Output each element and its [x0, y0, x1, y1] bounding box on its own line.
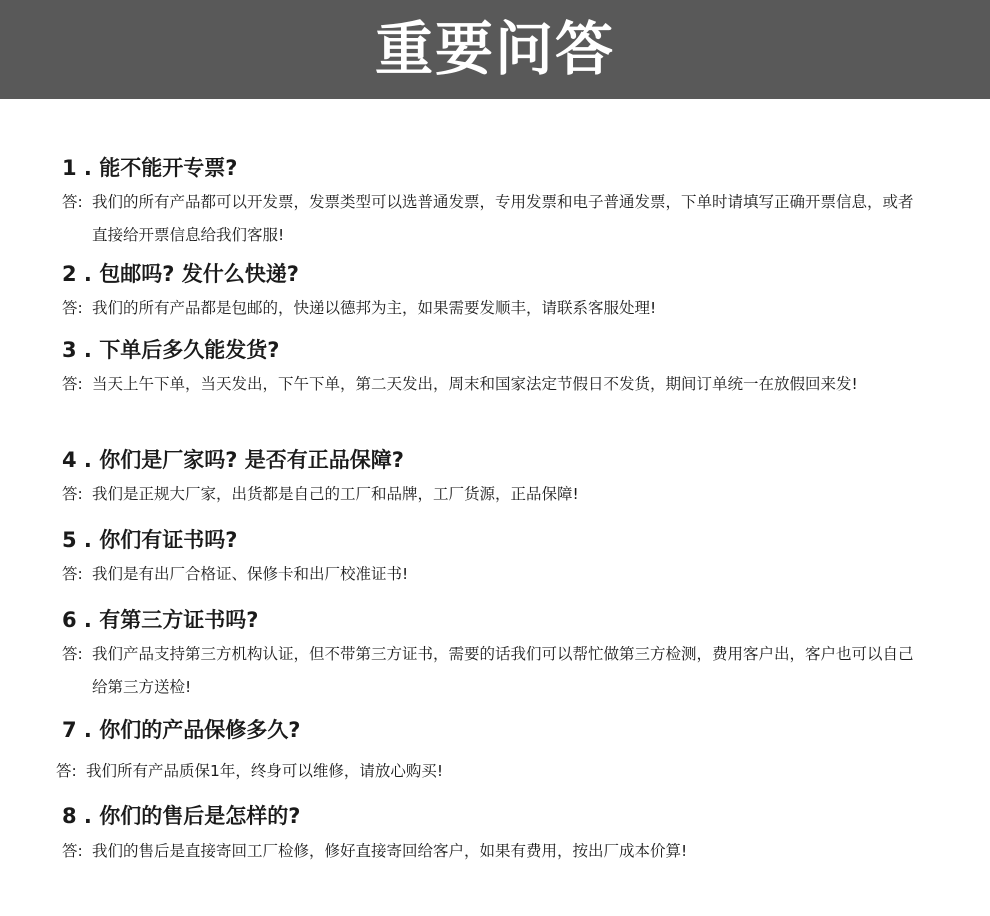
answer-text: 我们产品支持第三方机构认证，但不带第三方证书，需要的话我们可以帮忙做第三方检测，费用客户出，客户也可以自己给第三方送检! — [92, 645, 914, 696]
faq-answer-5 — [62, 558, 922, 591]
faq-question-2: 2 . 包邮吗? 发什么快递? — [62, 262, 299, 286]
answer-prefix: 答: — [62, 375, 83, 393]
answer-text: 当天上午下单，当天发出，下午下单，第二天发出，周末和国家法定节假日不发货，期间订单统一在放假回来发! — [92, 375, 858, 393]
answer-prefix: 答: — [62, 565, 83, 583]
faq-question-6: 6 . 有第三方证书吗? — [62, 608, 259, 632]
faq-answer-3 — [62, 368, 922, 401]
faq-question-8: 8 . 你们的售后是怎样的? — [62, 804, 301, 828]
faq-answer-7 — [56, 755, 916, 788]
faq-answer-1 — [62, 186, 922, 252]
answer-text: 我们的售后是直接寄回工厂检修，修好直接寄回给客户，如果有费用，按出厂成本价算! — [92, 842, 688, 860]
answer-prefix: 答: — [56, 762, 77, 780]
page-title: 重要问答 — [374, 15, 615, 83]
answer-prefix: 答: — [62, 299, 83, 317]
answer-prefix: 答: — [62, 645, 83, 663]
faq-question-1: 1 . 能不能开专票? — [62, 156, 238, 180]
answer-text: 我们的所有产品都是包邮的，快递以德邦为主，如果需要发顺丰，请联系客服处理! — [92, 299, 657, 317]
answer-text: 我们是有出厂合格证、保修卡和出厂校准证书! — [92, 565, 409, 583]
faq-answer-8 — [62, 835, 922, 868]
faq-question-5: 5 . 你们有证书吗? — [62, 528, 238, 552]
answer-text: 我们是正规大厂家，出货都是自己的工厂和品牌，工厂货源，正品保障! — [92, 485, 579, 503]
faq-answer-2 — [62, 292, 922, 325]
faq-question-7: 7 . 你们的产品保修多久? — [62, 718, 301, 742]
faq-answer-4 — [62, 478, 922, 511]
faq-question-4: 4 . 你们是厂家吗? 是否有正品保障? — [62, 448, 404, 472]
answer-prefix: 答: — [62, 485, 83, 503]
answer-prefix: 答: — [62, 193, 83, 211]
faq-answer-6 — [62, 638, 922, 704]
answer-text: 我们所有产品质保1年，终身可以维修，请放心购买! — [86, 762, 444, 780]
answer-text: 我们的所有产品都可以开发票，发票类型可以选普通发票，专用发票和电子普通发票，下单时请填写正确开票信息，或者直接给开票信息给我们客服! — [92, 193, 914, 244]
answer-prefix: 答: — [62, 842, 83, 860]
faq-question-3: 3 . 下单后多久能发货? — [62, 338, 280, 362]
